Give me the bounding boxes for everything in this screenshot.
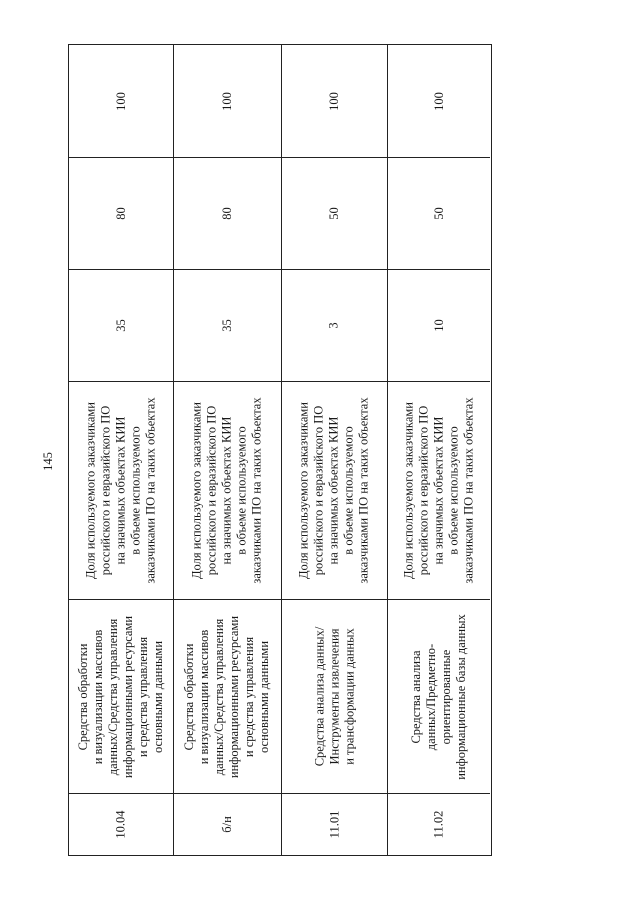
indicator-text: Доля используемого заказчиками российского и евразийского ПО на значимых объектах КИИ в объеме используемого заказчиками ПО на таких объектах [83,397,158,584]
target-value-cell [282,45,387,157]
software-class-cell [174,599,281,793]
class-code: 10.04 [113,809,128,839]
intermediate-value: 50 [431,207,446,220]
intermediate-value: 50 [327,207,341,220]
indicators-table [68,44,492,856]
page-number-text: 145 [40,451,55,471]
class-code: 11.01 [326,810,341,838]
indicator-cell [282,381,387,599]
indicator-text: Доля используемого заказчиками российского и евразийского ПО на значимых объектах КИИ в объеме используемого заказчиками ПО на таких объектах [190,397,264,584]
target-value: 100 [113,91,128,111]
indicator-cell [174,381,281,599]
target-value-cell [388,45,490,157]
software-class-cell [69,599,173,793]
target-value: 100 [327,91,341,111]
table-row [69,45,174,855]
page-number [37,446,59,476]
class-code: 11.02 [431,810,446,838]
code-cell [388,793,490,854]
code-cell [282,793,387,854]
base-value: 10 [431,319,446,332]
code-cell [69,793,173,854]
software-class-text: Средства анализа данных/ Инструменты извлечения и трансформации данных [312,626,356,767]
table-row [388,45,490,855]
target-value-cell [174,45,281,157]
software-class-text: Средства анализа данных/Предметно- ориентированные информационные базы данных [409,613,469,780]
base-value: 35 [113,319,128,332]
class-code: б/н [220,815,234,833]
indicator-cell [69,381,173,599]
base-value-cell [282,269,387,381]
table-row [174,45,282,855]
base-value-cell [388,269,490,381]
indicator-cell [388,381,490,599]
indicator-text: Доля используемого заказчиками российского и евразийского ПО на значимых объектах КИИ в объеме используемого заказчиками ПО на таких объектах [297,397,371,584]
target-value: 100 [431,91,446,111]
software-class-text: Средства обработки и визуализации массивов данных/Средства управления информационными ресурсами и средства управления основными данными [76,615,166,778]
intermediate-value-cell [388,157,490,269]
indicator-text: Доля используемого заказчиками российского и евразийского ПО на значимых объектах КИИ в объеме используемого заказчиками ПО на таких объектах [401,397,476,584]
base-value-cell [174,269,281,381]
intermediate-value-cell [69,157,173,269]
table-row [282,45,388,855]
target-value-cell [69,45,173,157]
software-class-text: Средства обработки и визуализации массивов данных/Средства управления информационными ресурсами и средства управления основными данными [182,615,272,778]
base-value-cell [69,269,173,381]
software-class-cell [282,599,387,793]
intermediate-value: 80 [113,207,128,220]
intermediate-value-cell [174,157,281,269]
base-value: 3 [327,322,341,329]
intermediate-value-cell [282,157,387,269]
software-class-cell [388,599,490,793]
base-value: 35 [220,319,234,332]
code-cell [174,793,281,854]
target-value: 100 [220,91,234,111]
intermediate-value: 80 [220,207,234,220]
